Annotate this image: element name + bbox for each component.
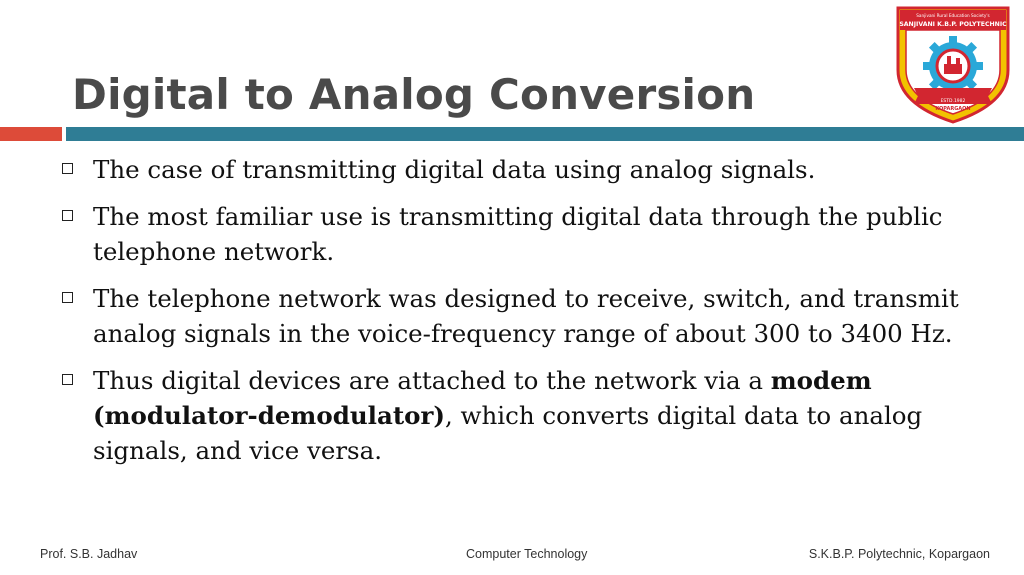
footer-institution: S.K.B.P. Polytechnic, Kopargaon bbox=[808, 547, 990, 561]
bullet-square-icon bbox=[62, 210, 73, 221]
bullet-item bbox=[62, 281, 962, 351]
logo-est: ESTD.1982 bbox=[940, 99, 966, 104]
logo-gear bbox=[923, 36, 983, 96]
slide-title: Digital to Analog Conversion bbox=[72, 70, 756, 119]
bullet-square-icon bbox=[62, 292, 73, 303]
bullet-text: The telephone network was designed to receive, switch, and transmit analog signals in the voice-frequency range of about 300 to 3400 Hz. bbox=[93, 284, 959, 348]
bullet-square-icon bbox=[62, 163, 73, 174]
bullet-text-bold: modem (modulator-demodulator) bbox=[93, 366, 872, 430]
bullet-item bbox=[62, 363, 962, 468]
bullet-text: , which converts digital data to analog signals, and vice versa. bbox=[93, 401, 923, 465]
bullet-item bbox=[62, 199, 962, 269]
title-bar-red bbox=[0, 127, 62, 141]
college-logo bbox=[894, 4, 1012, 124]
bullet-item bbox=[62, 152, 962, 187]
bullet-text: Thus digital devices are attached to the network via a bbox=[93, 366, 771, 395]
footer-author: Prof. S.B. Jadhav bbox=[40, 547, 138, 561]
logo-name: SANJIVANI K.B.P. POLYTECHNIC bbox=[899, 21, 1007, 28]
bullet-list bbox=[62, 152, 962, 480]
logo-top-small: Sanjivani Rural Education Society's bbox=[916, 13, 990, 18]
logo-place: KOPARGAON bbox=[935, 106, 971, 112]
title-bar-blue bbox=[66, 127, 1024, 141]
footer-department: Computer Technology bbox=[466, 547, 588, 561]
bullet-text: The most familiar use is transmitting digital data through the public telephone network. bbox=[93, 202, 943, 266]
bullet-square-icon bbox=[62, 374, 73, 385]
bullet-text: The case of transmitting digital data using analog signals. bbox=[93, 155, 816, 184]
